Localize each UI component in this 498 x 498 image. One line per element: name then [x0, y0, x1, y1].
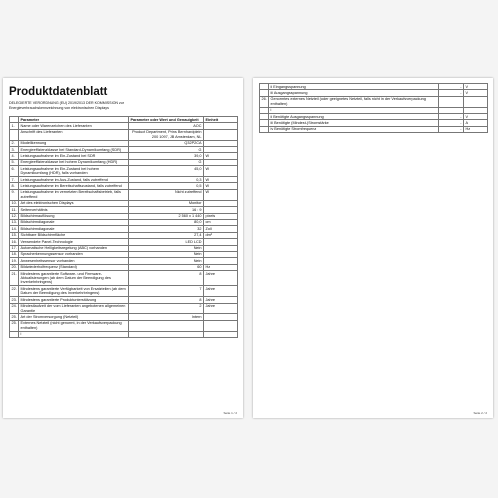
- row-number-cell: 10.: [11, 201, 17, 206]
- unit-cell: W: [204, 189, 238, 200]
- table-row: [10, 189, 238, 200]
- value-cell: 8: [129, 297, 204, 303]
- table-row: [10, 166, 238, 177]
- row-number-cell: 2.: [10, 140, 19, 146]
- table-row: [10, 271, 238, 286]
- product-data-table: [9, 116, 238, 338]
- unit-cell: V: [464, 90, 488, 96]
- table-row: [10, 286, 238, 297]
- parameter-cell: Bildschirmdiagonale: [19, 226, 129, 232]
- value-cell: 60: [129, 264, 204, 270]
- parameter-cell: iv Benötigte Stromfrequenz: [269, 126, 439, 132]
- row-number-cell: 6.: [10, 166, 19, 177]
- row-number-cell: 26.: [260, 96, 269, 107]
- value-cell: LED LCD: [129, 239, 204, 245]
- table-row: [10, 331, 238, 337]
- row-number-cell: 12.: [11, 214, 17, 218]
- row-number-cell: [10, 331, 19, 337]
- row-number-cell: 7.: [10, 177, 19, 183]
- row-number-cell: 4.: [10, 153, 19, 159]
- parameter-cell: iii Benötigte (Mindest-)Stromstärke: [269, 120, 439, 126]
- document-title: Produktdatenblatt: [9, 86, 108, 98]
- value-cell: G: [129, 147, 204, 153]
- value-cell: 80,0: [129, 219, 204, 225]
- parameter-cell: Energieeffizienzklasse bei Standard-Dynamikumfang (SDR): [19, 147, 129, 153]
- row-number-cell: 9.: [10, 189, 19, 200]
- row-number-cell: 15.: [11, 233, 17, 238]
- table-row: [260, 126, 488, 132]
- unit-cell: Zoll: [204, 226, 238, 232]
- value-cell: Q32P2CA: [129, 140, 204, 146]
- value-cell: 16 : 9: [129, 207, 204, 213]
- header-cell-parameter: Parameter: [19, 117, 129, 123]
- unit-cell: W: [204, 177, 238, 183]
- value-cell: 7: [129, 286, 204, 297]
- parameter-cell: Art der Stromversorgung (Netzteil): [19, 314, 129, 320]
- value-cell: Nein: [129, 251, 204, 257]
- value-cell: Nicht zutreffend: [129, 189, 204, 200]
- value-cell: Product Department, Prins Bernhardplein 200 1097, JB Amsterdam, NL: [129, 129, 204, 140]
- value-cell: 0,3: [129, 177, 204, 183]
- row-number-cell: 21.: [10, 271, 19, 286]
- value-cell: 45,0: [129, 166, 204, 177]
- row-number-cell: 1.: [10, 123, 19, 129]
- value-cell: 27,4: [129, 232, 204, 238]
- row-number-cell: 23.: [11, 297, 17, 302]
- parameter-cell: Spracherkennungssensor vorhanden: [19, 251, 129, 257]
- value-cell: Monitor: [129, 200, 204, 206]
- value-cell: 0,5: [129, 183, 204, 189]
- row-number-cell: 3.: [10, 147, 19, 153]
- unit-cell: Jahre: [204, 297, 238, 303]
- parameter-cell: Bildwiederholfrequenz (Standard): [19, 264, 129, 270]
- unit-cell: A: [464, 120, 488, 126]
- value-cell: -: [439, 120, 464, 126]
- value-cell: -: [439, 84, 464, 90]
- row-number-cell: [10, 129, 19, 140]
- header-cell-value: Parameter oder Wert und Genauigkeit: [129, 117, 204, 123]
- unit-cell: Jahre: [204, 303, 238, 314]
- value-cell: 8: [129, 271, 204, 286]
- unit-cell: Jahre: [204, 286, 238, 297]
- value-cell: G: [129, 159, 204, 165]
- datasheet-page-1: [3, 78, 243, 418]
- row-number-cell: 24.: [10, 303, 19, 314]
- parameter-cell: Seitenverhältnis: [19, 207, 129, 213]
- value-cell: [129, 320, 204, 331]
- parameter-cell: Sichtbare Bildschirmfläche: [19, 232, 129, 238]
- parameter-cell: Bildschirmdiagonale: [19, 219, 129, 225]
- parameter-cell: Bildschirmauflösung: [19, 213, 129, 219]
- row-number-cell: 5.: [10, 159, 19, 165]
- table-row: [10, 129, 238, 140]
- row-number-cell: 11.: [11, 207, 17, 212]
- parameter-cell: Anwesenheitssensor vorhanden: [19, 258, 129, 264]
- datasheet-page-2: [253, 78, 493, 418]
- parameter-cell: Mindestens garantierte Produktunterstützung: [19, 297, 129, 303]
- row-number-cell: 18.: [11, 252, 17, 257]
- parameter-cell: Mindestens garantierte Software- und Firmware-Aktualisierungen (ab dem Datum der Beendigung des Inverkehrbringens): [19, 271, 129, 286]
- parameter-cell: ii Eingangsspannung: [269, 84, 439, 90]
- unit-cell: [464, 96, 488, 107]
- page-number: Seite 1 / 2: [223, 411, 237, 415]
- table-row: [10, 320, 238, 331]
- row-number-cell: 13.: [11, 220, 17, 225]
- parameter-cell: Leistungsaufnahme im Ein-Zustand bei hohem Dynamikumfang (HDR), falls vorhanden: [19, 166, 129, 177]
- row-number-cell: 8.: [10, 183, 19, 189]
- value-cell: [129, 331, 204, 337]
- parameter-cell: Genormtes externes Netzteil (oder geeignetes Netzteil, falls nicht in der Verkaufsverpackung enthalten): [269, 96, 439, 107]
- page-number: Seite 2 / 2: [473, 411, 487, 415]
- value-cell: -: [439, 126, 464, 132]
- unit-cell: Hz: [204, 264, 238, 270]
- parameter-cell: Leistungsaufnahme im Ein-Zustand bei SDR: [19, 153, 129, 159]
- parameter-cell: Mindestlaufzeit der vom Lieferanten angebotenen allgemeinen Garantie: [19, 303, 129, 314]
- unit-cell: Jahre: [204, 271, 238, 286]
- unit-cell: W: [204, 183, 238, 189]
- row-number-cell: 22.: [10, 286, 19, 297]
- unit-cell: Hz: [464, 126, 488, 132]
- value-cell: 2 560 x 1 440: [129, 213, 204, 219]
- value-cell: Nein: [129, 258, 204, 264]
- row-number-cell: [260, 126, 269, 132]
- value-cell: 2: [129, 303, 204, 314]
- row-number-cell: 19.: [11, 258, 17, 263]
- parameter-cell: Art des elektronischen Displays: [19, 200, 129, 206]
- unit-cell: V: [464, 84, 488, 90]
- row-number-cell: 14.: [11, 226, 17, 231]
- unit-cell: [204, 320, 238, 331]
- parameter-cell: ii Benötigte Ausgangsspannung: [269, 114, 439, 120]
- parameter-cell: Externes Netzteil (nicht genormt, in der Verkaufsverpackung enthalten): [19, 320, 129, 331]
- parameter-cell: Energieeffizienzklasse bei hohem Dynamikumfang (HDR): [19, 159, 129, 165]
- regulation-text: DELEGIERTE VERORDNUNG (EU) 2019/2013 DER KOMMISSION zur Energieverbrauchskennzeichnung von elektronischen Displays: [9, 101, 124, 110]
- parameter-cell: Name oder Warenzeichen des Lieferanten: [19, 123, 129, 129]
- value-cell: AOC: [129, 123, 204, 129]
- parameter-cell: i: [269, 107, 439, 113]
- parameter-cell: Modellkennung: [19, 140, 129, 146]
- parameter-cell: Automatische Helligkeitsregelung (ABC) vorhanden: [19, 245, 129, 251]
- power-supply-table: [259, 83, 488, 133]
- parameter-cell: Leistungsaufnahme im vernetzten Bereitschaftsbetrieb, falls zutreffend: [19, 189, 129, 200]
- unit-cell: pixels: [204, 213, 238, 219]
- value-cell: Nein: [129, 245, 204, 251]
- unit-cell: V: [464, 114, 488, 120]
- parameter-cell: i: [19, 331, 129, 337]
- parameter-cell: Leistungsaufnahme im Bereitschaftszustand, falls zutreffend: [19, 183, 129, 189]
- value-cell: -: [439, 90, 464, 96]
- row-number-cell: 25.: [11, 314, 17, 319]
- parameter-cell: Leistungsaufnahme im Aus-Zustand, falls zutreffend: [19, 177, 129, 183]
- value-cell: 39,0: [129, 153, 204, 159]
- row-number-cell: 16.: [11, 239, 17, 244]
- parameter-cell: Verwendete Panel-Technologie: [19, 239, 129, 245]
- parameter-cell: Anschrift des Lieferanten: [19, 129, 129, 140]
- unit-cell: [204, 129, 238, 140]
- table-row: [10, 303, 238, 314]
- row-number-cell: 20.: [11, 265, 17, 270]
- unit-cell: cm: [204, 219, 238, 225]
- row-number-cell: 25.: [10, 320, 19, 331]
- table-row: [260, 96, 488, 107]
- unit-cell: [204, 331, 238, 337]
- unit-cell: W: [204, 166, 238, 177]
- parameter-cell: Mindestens garantierte Verfügbarkeit von Ersatzteilen (ab dem Datum der Beendigung des Inverkehrbringens): [19, 286, 129, 297]
- row-number-cell: 17.: [11, 246, 17, 251]
- value-cell: [439, 96, 464, 107]
- header-cell-unit: Einheit: [204, 117, 238, 123]
- parameter-cell: iii Ausgangsspannung: [269, 90, 439, 96]
- value-cell: Intern: [129, 314, 204, 320]
- value-cell: -: [439, 114, 464, 120]
- unit-cell: W: [204, 153, 238, 159]
- value-cell: 32: [129, 226, 204, 232]
- unit-cell: dm²: [204, 232, 238, 238]
